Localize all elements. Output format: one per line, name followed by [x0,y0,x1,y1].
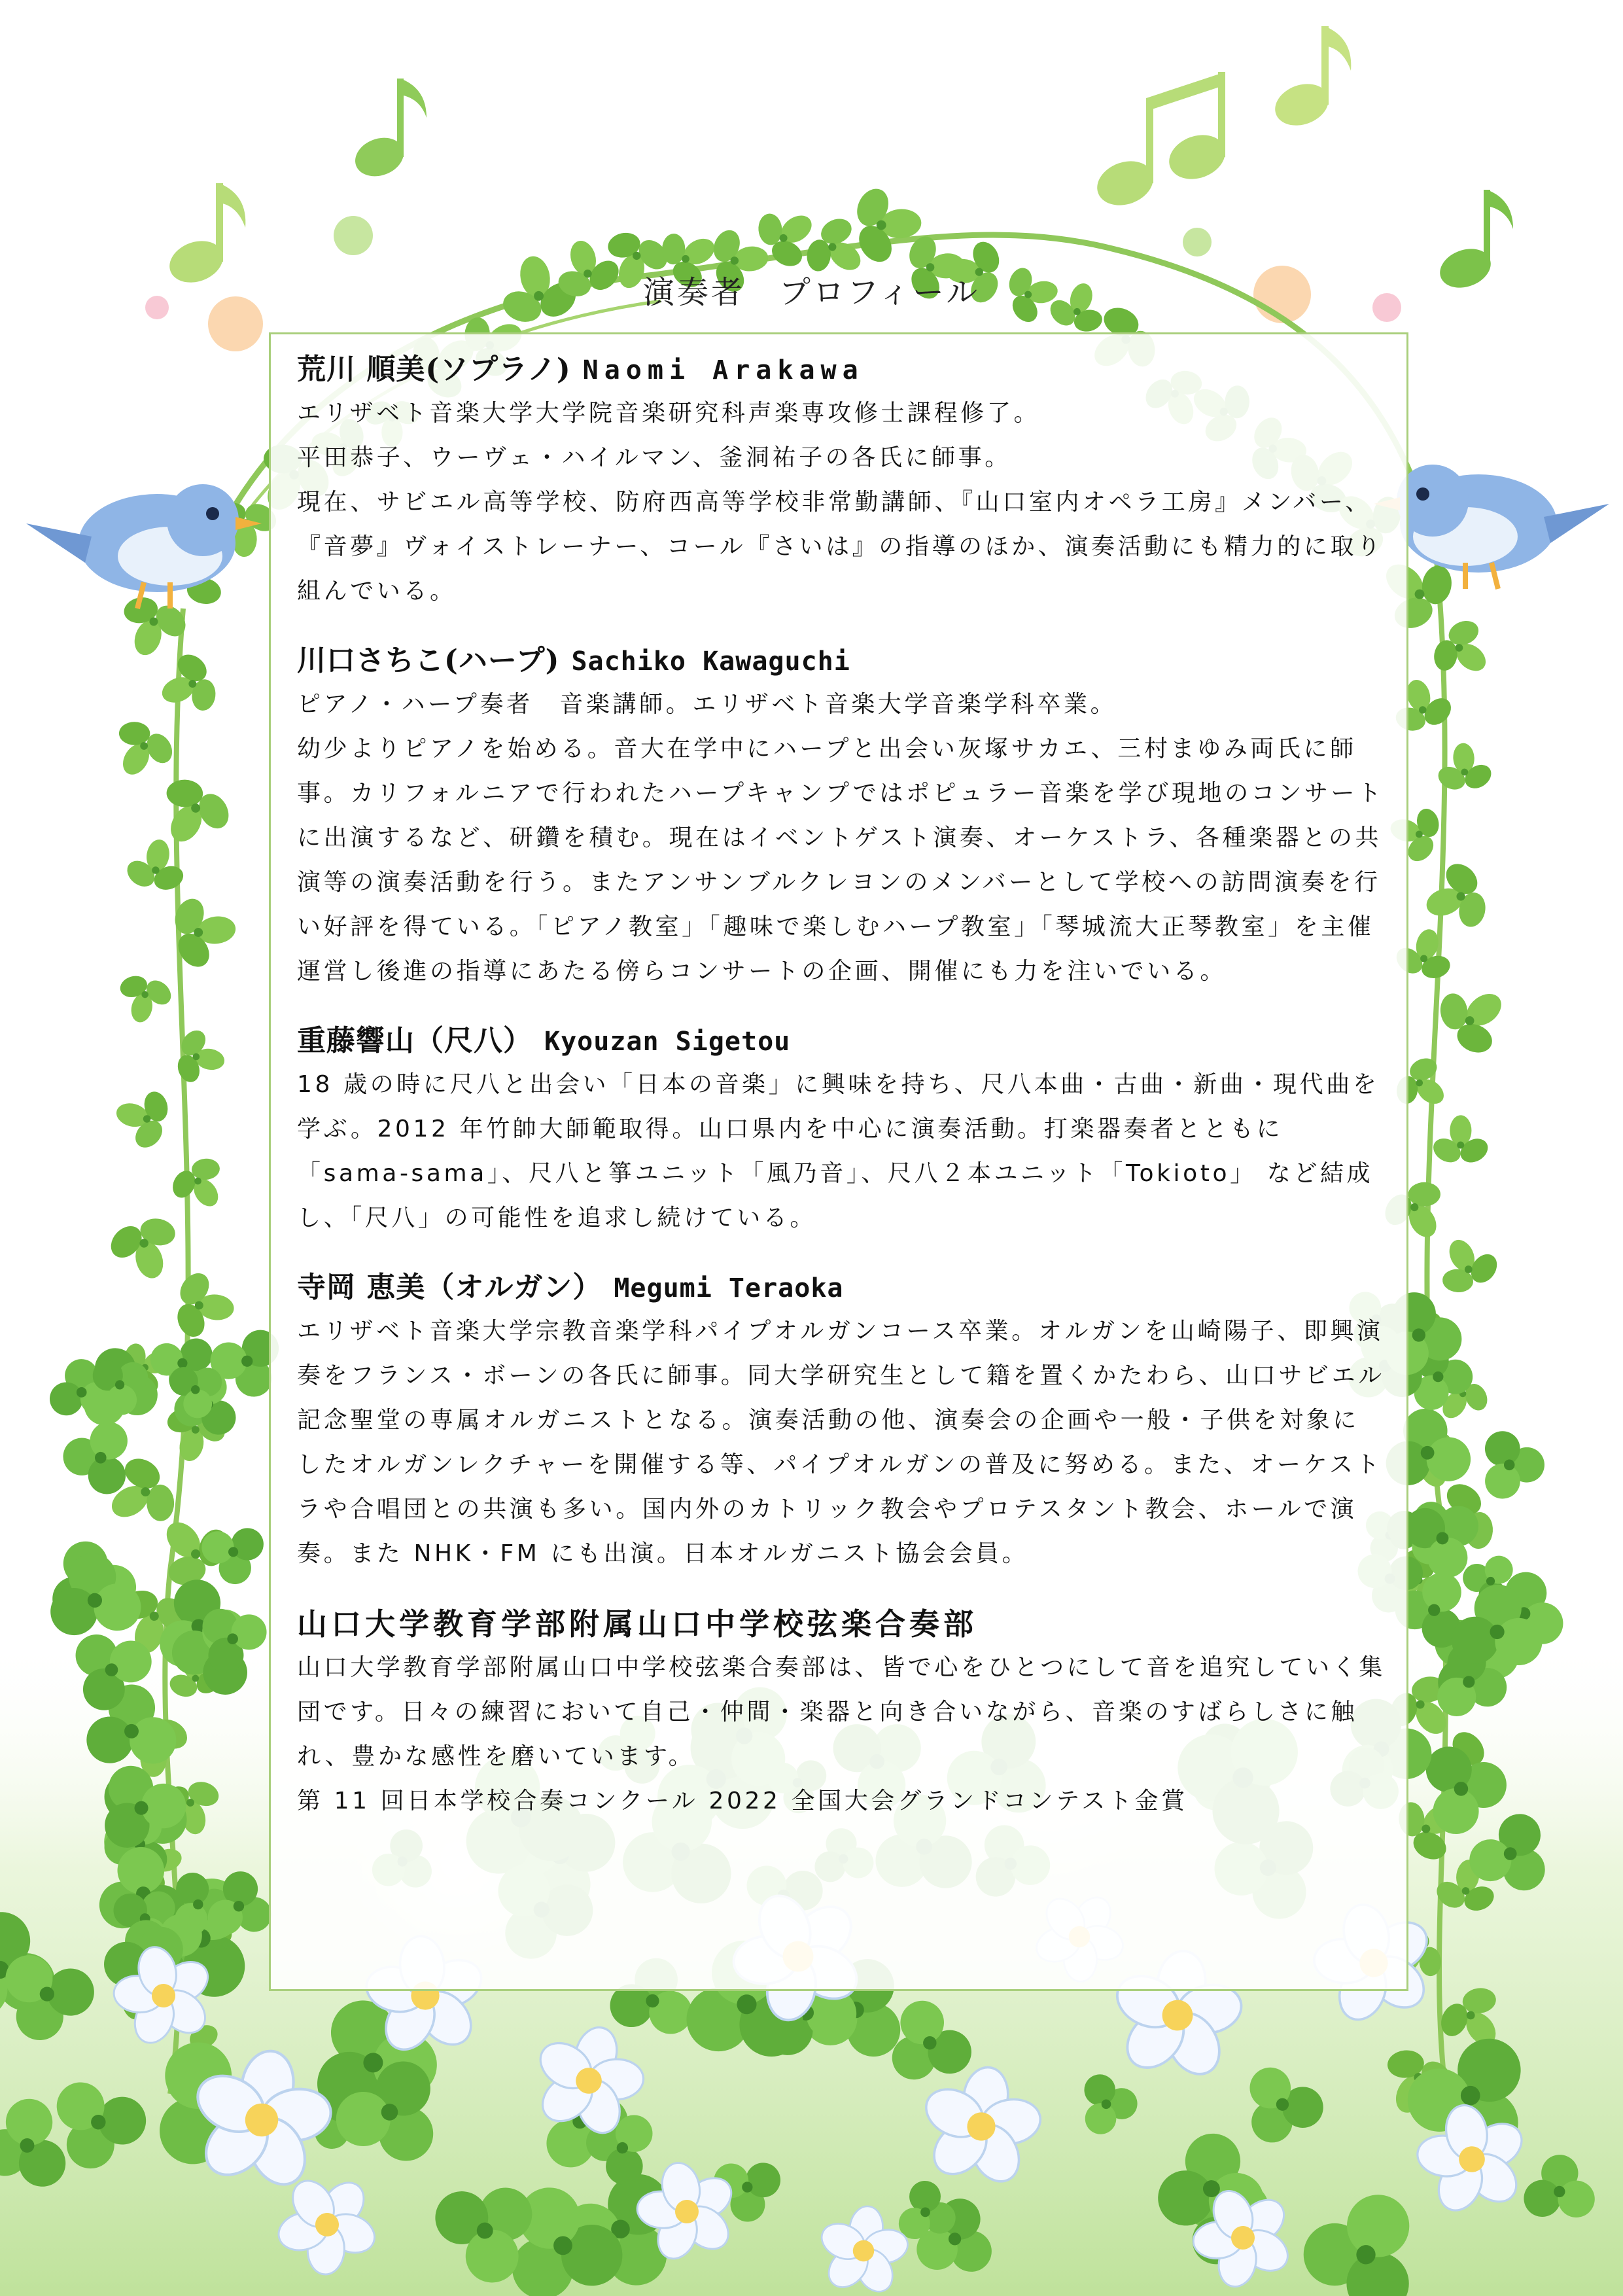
vine-leaf-icon [1420,607,1505,694]
bio-paragraph: エリザベト音楽大学大学院音楽研究科声楽専攻修士課程修了。 [297,400,1041,427]
vine-leaf-icon [1429,1115,1492,1167]
award-line: 第 11 回日本学校合奏コンクール 2022 全国大会グランドコンテスト金賞 [297,1788,1188,1814]
bio-paragraph: 現在、サビエル高等学校、防府西高等学校非常勤講師、『山口室内オペラ工房』メンバー、『音夢』ヴォイストレーナー、コール『さいは』の指導のほか、演奏活動にも精力的に取り組んでいる。 [297,489,1384,605]
vine-leaf-icon [169,1265,238,1346]
performer-name-en: Kyouzan Sigetou [544,1027,791,1057]
bio-paragraph: エリザベト音楽大学宗教音楽学科パイプオルガンコース卒業。オルガンを山崎陽子、即興演奏をフランス・ボーンの各氏に師事。同大学研究生として籍を置くかたわら、山口サビエル記念聖堂の専属オルガニストとなる。演奏活動の他、演奏会の企画や一般・子供を対象にしたオルガンレクチャーを開催する等、パイプオルガンの普及に努める。また、オーケストラや合唱団との共演も多い。国内外のカトリック教会やプロテスタント教会、ホールで演奏。また NHK・FM にも出演。日本オルガニスト協会会員。 [297,1318,1385,1567]
organization-bio [297,1646,1386,1824]
performer-name-ja: 荒川 順美(ソプラノ) [297,353,571,386]
performer-name-en: Naomi Arakawa [582,355,864,385]
performer-name-ja: 寺岡 恵美（オルガン） [297,1271,602,1304]
music-note-icon [350,79,427,183]
vine-leaf-icon [120,835,192,898]
performer-bio [297,1063,1386,1241]
music-note-icon [1091,72,1232,213]
vine-leaf-icon [160,1146,239,1222]
bio-paragraph: 平田恭子、ウーヴェ・ハイルマン、釜洞祐子の各氏に師事。 [297,444,1011,471]
profile-panel [269,332,1408,1991]
performer-name [297,1020,1386,1063]
bird-icon [26,484,262,609]
bio-paragraph: 山口大学教育学部附属山口中学校弦楽合奏部は、皆で心をひとつにして音を追究していく集団です。日々の練習において自己・仲間・楽器と向き合いながら、音楽のすばらしさに触れ、豊かな感性を磨いています。 [297,1654,1386,1770]
performer-profile-sigetou [297,1020,1386,1241]
performer-bio [297,1309,1386,1576]
bio-paragraph: 幼少よりピアノを始める。音大在学中にハープと出会い灰塚サカエ、三村まゆみ両氏に師事。カリフォルニアで行われたハープキャンプではポピュラー音楽を学び現地のコンサートに出演するなど、研鑽を積む。現在はイベントゲスト演奏、オーケストラ、各種楽器との共演等の演奏活動を行う。またアンサンブルクレヨンのメンバーとして学校への訪問演奏を行い好評を得ている。「ピアノ教室」「趣味で楽しむハープ教室」「琴城流大正琴教室」を主催運営し後進の指導にあたる傍らコンサートの企画、開催にも力を注いでいる。 [297,735,1384,985]
performer-name [297,1267,1386,1309]
performer-name [297,640,1386,682]
performer-bio [297,682,1386,994]
performer-name-ja: 川口さちこ(ハープ) [297,644,560,677]
vine-leaf-icon [170,1023,230,1092]
music-note-icon [1269,26,1351,133]
clover-icon [200,1527,268,1587]
vine-leaf-icon [99,709,185,791]
organization-profile [297,1602,1386,1824]
performer-profile-teraoka [297,1267,1386,1576]
vine-leaf-icon [109,967,179,1029]
vine-leaf-icon [1425,1226,1509,1305]
performer-profile-arakawa [297,349,1386,614]
vine-leaf-icon [107,585,198,667]
performer-name-en: Megumi Teraoka [614,1273,844,1303]
clover-icon [45,1549,143,1638]
performer-name [297,349,1386,391]
bio-paragraph: 18 歳の時に尺八と出会い「日本の音楽」に興味を持ち、尺八本曲・古曲・新曲・現代曲を学ぶ。2012 年竹帥大師範取得。山口県内を中心に演奏活動。打楽器奏者とともに「sama-sama」、尺八と箏ユニット「風乃音」、尺八２本ユニット「Tokioto」 など結成し、「尺八」の可能性を追求し続けている。 [297,1071,1380,1231]
performer-name-en: Sachiko Kawaguchi [571,646,850,677]
page-title: 演奏者 プロフィール [642,274,981,311]
clover-icon [1485,1431,1544,1498]
vine-leaf-icon [149,643,228,728]
organization-name: 山口大学教育学部附属山口中学校弦楽合奏部 [297,1606,977,1642]
vine-leaf-icon [109,1079,178,1157]
performer-bio [297,391,1386,614]
performer-name-ja: 重藤響山（尺八） [297,1024,532,1057]
bio-paragraph: ピアノ・ハープ奏者 音楽講師。エリザベト音楽大学音楽学科卒業。 [297,691,1117,718]
vine-leaf-icon [99,1206,192,1289]
performer-profile-kawaguchi [297,640,1386,994]
clover-icon [61,1420,129,1495]
vine-leaf-icon [1432,741,1496,796]
